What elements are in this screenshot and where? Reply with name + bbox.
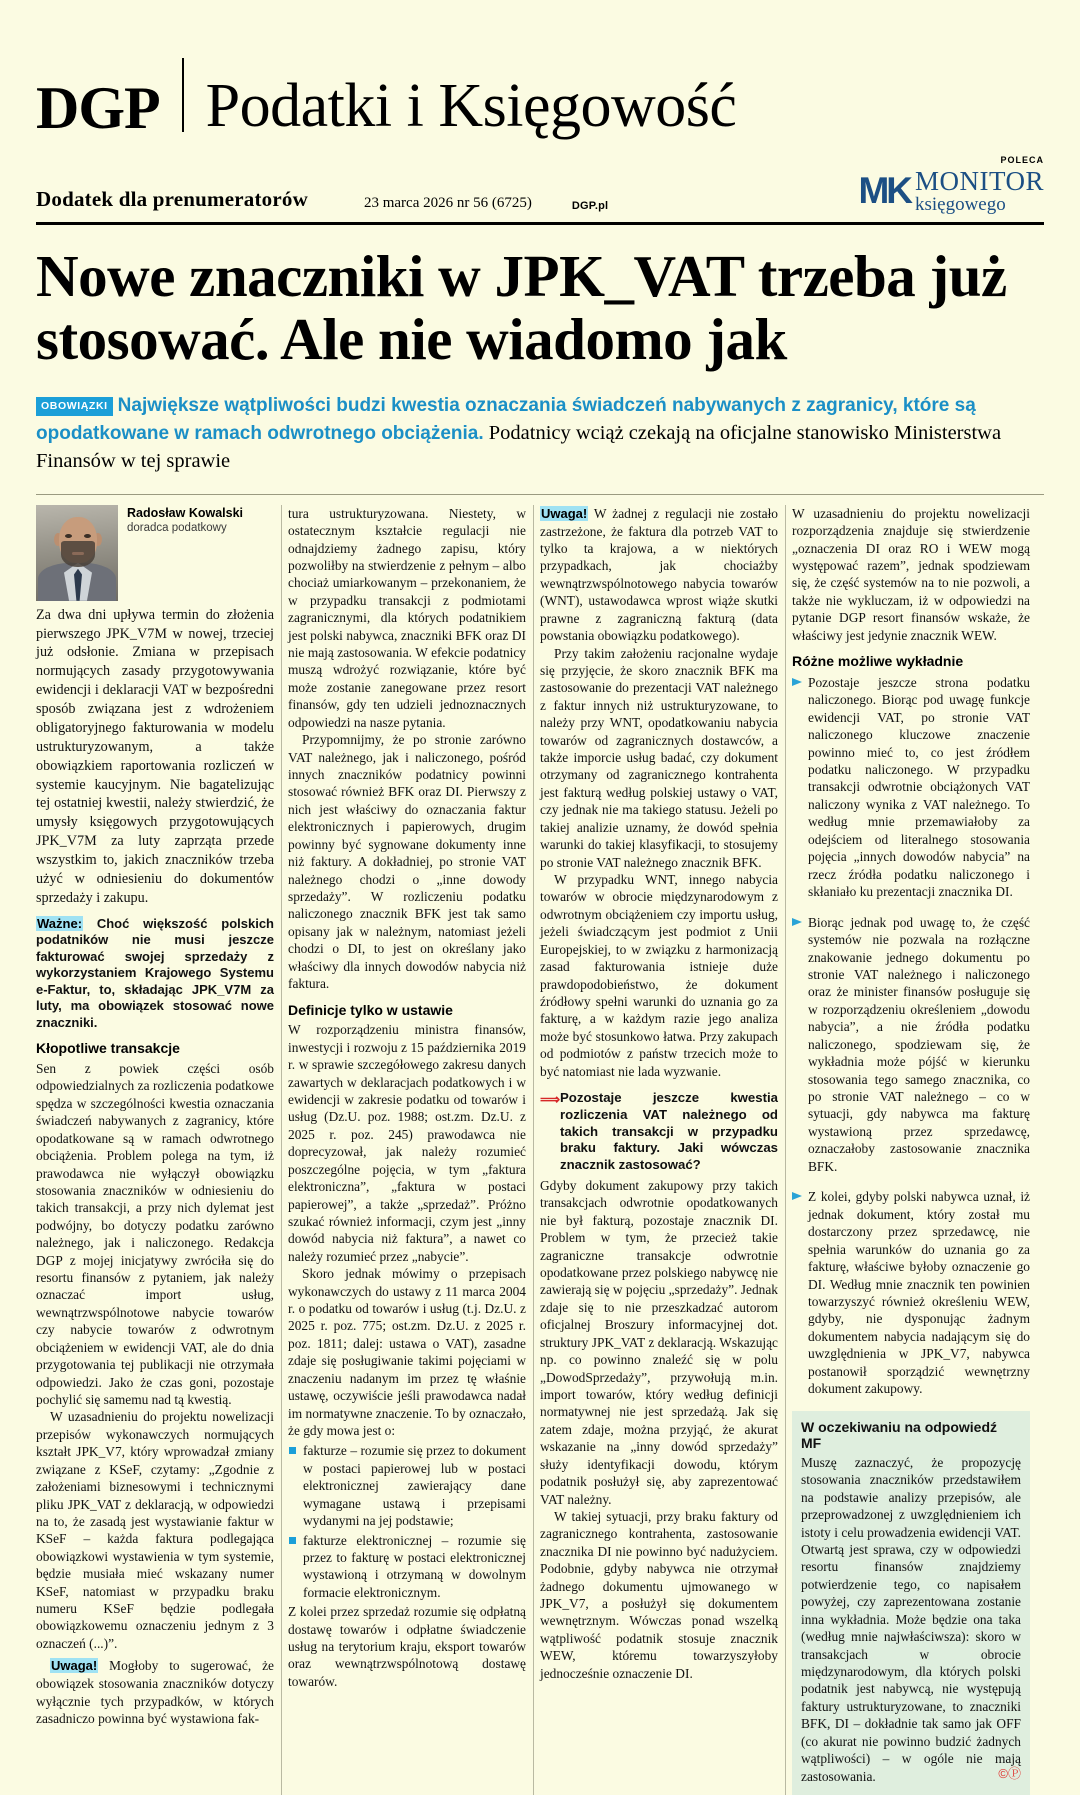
triangle-item: [792, 674, 1030, 900]
column-1: [36, 505, 274, 1795]
wazne-label: Ważne:: [37, 915, 83, 931]
uwaga-note: [540, 505, 778, 645]
column-divider: [281, 505, 282, 1795]
triangle-item: [792, 914, 1030, 1175]
section-heading: Kłopotliwe transakcje: [36, 1040, 180, 1057]
question-callout: [540, 1090, 778, 1174]
arrow-right-icon: ⟹: [540, 1091, 561, 1108]
paragraph: Przypomnijmy, że po stronie zarówno VAT należnego, jak i naliczonego, pośród innych znaczników podatnicy powinni stosować również BFK oraz DI. Pierwszy z nich jest właściwy do oznaczania faktur elektronicznych i papierowych, drugim powinny być sygnowane dokumenty inne niż faktury. A dokładniej, po stronie VAT należnego chodzi o „inne dowody sprzedaży”. W rozliczeniu podatku naliczonego znacznik BFK jest tak samo opisany jak w należnym, natomiast jeżeli chodzi o DI, to jest on określany jako właściwy dla innych dowodów nabycia niż faktura.: [288, 732, 526, 992]
triangle-bullet-icon: [792, 678, 802, 686]
paragraph: W uzasadnieniu do projektu nowelizacji przepisów wykonawczych normujących kształt JPK_V7, który wprowadzał zmiany związane z KSeF, czytamy: „Zgodnie z założeniami biznesowymi i technicznymi pliku JPK_VAT z deklaracją, w odpowiedzi na to, że zasadą jest wystawianie faktur w KSeF – każda faktura podlegająca obowiązkowi wystawienia w tym systemie, będzie musiała mieć wskazany numer KSeF, natomiast w przypadku braku numeru KSeF będzie podlegała obowiązkowemu oznaczeniu jednym z 3 oznaczeń (...)”.: [36, 1409, 274, 1651]
column-4: [792, 505, 1030, 1795]
page-title: Nowe znaczniki w JPK_VAT trzeba już stosować. Ale nie wiadomo jak: [36, 243, 1007, 372]
masthead-subbar: [0, 136, 1080, 215]
author-name: Radosław Kowalski: [127, 505, 244, 520]
paragraph: Skoro jednak mówimy o przepisach wykonawczych do ustawy z 11 marca 2004 r. o podatku od towarów i usług (t.j. Dz.U. z 2025 r. poz. 775; ost.zm. Dz.U. z 2025 r. poz. 1811; dalej: ustawa o VAT), zasadne zdaje się posługiwanie takimi pojęciami w znaczeniu nadanym im przez tę właśnie ustawę, oczywiście jeśli prawodawca nadał im normatywne znaczenie. To by oznaczało, że gdy mowa jest o:: [288, 1266, 526, 1438]
paragraph: Z kolei przez sprzedaż rozumie się odpłatną dostawę towarów i odpłatne świadczenie usług na terytorium kraju, eksport towarów oraz wewnątrzwspólnotową dostawę towarów.: [288, 1604, 526, 1689]
masthead: [0, 0, 1080, 141]
triangle-bullet-icon: [792, 1192, 802, 1200]
callout-box: [792, 1411, 1030, 1795]
category-badge: OBOWIĄZKI: [36, 397, 113, 416]
triangle-text: Z kolei, gdyby polski nabywca uznał, iż jednak dokument, który został mu dostarczony przez sprzedawcę, nie spełnia warunków do uznania go za fakturę, właściwe byłoby oznaczenie go DI. Według mnie znacznik ten powinien towarzyszyć również określeniu WEW, gdyby, nie dysponując żadnym dokumentem nabycia nadającym się do uwzględnienia w JPK_V7, nabywca postanowił sporządzić wewnętrzny dokument zakupowy.: [808, 1189, 1030, 1397]
callout-body: Muszę zaznaczyć, że propozycję stosowania znaczników przedstawiłem na podstawie analizy przepisów, ale przeprowadzonej z uwzględnieniem ich istoty i celu prowadzenia ewidencji VAT. Otwartą jest sprawa, czy w odpowiedzi resortu finansów znajdziemy potwierdzenie tego, co napisałem powyżej, czy zaprezentowana zostanie inna wykładnia. Może będzie ona taka (według mnie najwłaściwsza): skoro w transakcjach w obrocie międzynarodowym, dla których polski podatnik jest nabywcą, nie występują faktury ustrukturyzowane, to znaczniki BFK, DI – dokładnie tak samo jak OFF (co akurat nie powinno budzić żadnych wątpliwości) – w ogóle nie mają zastosowania.: [801, 1454, 1021, 1784]
lead-highlight: Największe wątpliwości budzi kwestia oznaczania świadczeń nabywanych z zagranicy, które są opodatkowane w ramach odwrotnego obciążenia.: [36, 395, 976, 444]
important-note: [36, 916, 274, 1032]
site-url: DGP.pl: [571, 200, 609, 212]
masthead-divider: [182, 58, 184, 132]
section-title: Podatki i Księgowość: [205, 72, 737, 141]
question-text: Pozostaje jeszcze kwestia rozliczenia VAT należnego od takich transakcji w przypadku braku faktury. Jaki wówczas znacznik zastosować?: [560, 1090, 778, 1173]
lead-rest: Podatnicy wciąż czekają na oficjalne stanowisko Ministerstwa Finansów w tej sprawie: [36, 421, 1002, 472]
brand-logo: DGP: [36, 74, 160, 141]
author-role: doradca podatkowy: [127, 522, 227, 535]
column-3: [540, 505, 778, 1795]
masthead-rule: [36, 222, 1044, 225]
promo-label: POLECA: [1000, 155, 1044, 165]
uwaga-note: [36, 1657, 274, 1727]
triangle-item: [792, 1188, 1030, 1397]
issue-date: 23 marca 2026 nr 56 (6725): [363, 195, 532, 211]
uwaga-text: W żadnej z regulacji nie zostało zastrzeżone, że faktura dla potrzeb VAT to tylko ta krajowa, a w niektórych przypadkach, jak chociażby wewnątrzwspólnotowego nabycia towarów (WNT), ustawodawca wprost wiąże skutki prawne z zagraniczną fakturą (data powstania obowiązku podatkowego).: [540, 505, 778, 644]
section-heading: Definicje tylko w ustawie: [288, 1001, 453, 1018]
callout-text: [801, 1454, 1021, 1785]
copyright-icon: ©Ⓟ: [998, 1765, 1021, 1781]
triangle-text: Pozostaje jeszcze strona podatku naliczonego. Biorąc pod uwagę funkcje ewidencji VAT, po stronie VAT naliczonego kluczowe znaczenie powinno mieć to, co jest źródłem podatku naliczonego. W przypadku transakcji odwrotnie obciążonych VAT naliczony wynika z VAT należnego. To według mnie przemawiałoby za odejściem od literalnego stosowania pojęcia „innych dowodów nabycia” na rzecz źródła podatku naliczonego i skłaniało ku prezentacji znacznika DI.: [808, 674, 1030, 899]
uwaga-label: Uwaga!: [51, 1658, 98, 1674]
column-divider: [533, 505, 534, 1795]
triangle-bullet-icon: [792, 918, 802, 926]
promo-logo: [858, 155, 1044, 214]
paragraph: Gdyby dokument zakupowy przy takich transakcjach odwrotnie opodatkowanych nie był fakturą, pozostaje znacznik DI. Problem w tym, że przecież takie zagraniczne transakcje odwrotnie opodatkowane przez polskiego nabywcę nie zawierają się w pojęciu „sprzedaży”. Jednak zdaje się to nie przeszkadzać autorom oficjalnej Broszury informacyjnej dot. struktury JPK_VAT z deklaracją. Wskazując np. co powinno znaleźć się w polu „DowodSprzedaży”, przywołują m.in. import towarów, który według definicji normatywnej nie jest sprzedażą. Jak się zatem zdaje, można przyjąć, że akurat wskazanie na „inny dowód sprzedaży” służy identyfikacji dowodu, którym podatnik posłużył się, aby zaprezentować VAT należny.: [540, 1177, 778, 1507]
triangle-text: Biorąc jednak pod uwagę to, że część systemów nie pozwala na rozłączne znakowanie jednego dokumentu po stronie VAT należnego i naliczonego oraz że minister finansów posługuje się w rozporządzeniu określeniem „dowodu nabycia”, a nie źródła podatku naliczonego, spodziewam się, że wykładnia może pójść w kierunku stosowania tego samego znacznika, co po stronie VAT należnego – co w sytuacji, gdy nabywca ma fakturę wystawioną przez sprzedawcę, oznaczałoby zastosowanie znacznika BFK.: [808, 914, 1030, 1174]
uwaga-label: Uwaga!: [541, 505, 588, 521]
paragraph: W takiej sytuacji, przy braku faktury od zagranicznego kontrahenta, zastosowanie znacznika DI nie powinno być nadużyciem. Podobnie, gdyby nabywca nie otrzymał żadnego dokumentu ujmowanego w JPK_V7, a posłużył się dokumentem wewnętrznym. Wówczas ponad wszelką wątpliwość podatnik stosuje znacznik WEW, któremu towarzyszyłoby jednocześnie oznaczenie DI.: [540, 1508, 778, 1681]
supplement-label: Dodatek dla prenumeratorów: [36, 187, 308, 211]
lead-rule: [36, 494, 1044, 495]
list-item: fakturze elektronicznej – rozumie się przez to fakturę w postaci elektronicznej wystawioną i otrzymaną w dowolnym formacie elektronicznym.: [288, 1532, 526, 1602]
list-item: fakturze – rozumie się przez to dokument w postaci papierowej lub w postaci elektronicznej zawierający dane wymagane ustawą i przepisami wydanymi na jej podstawie;: [288, 1442, 526, 1529]
article-columns: [36, 505, 1044, 1795]
promo-name: MONITOR: [914, 166, 1044, 196]
byline: [36, 505, 274, 601]
author-photo: [36, 505, 118, 601]
paragraph: tura ustrukturyzowana. Niestety, w ostatecznym kształcie regulacji nie odnajdziemy żadnego zapisu, który pozwoliłby na stwierdzenie z pełnym – albo chociaż umiarkowanym – przekonaniem, że w przypadku transakcji z podmiotami zagranicznymi, dla których podatnikiem jest polski nabywca, znaczniki BFK oraz DI nie mają zastosowania. W efekcie podatnicy muszą wdrożyć rozwiązanie, które być może zostanie zanegowane przez resort finansów, gdy ten udzieli jednoznacznych odpowiedzi na nasze pytania.: [288, 505, 526, 730]
paragraph: W uzasadnieniu do projektu nowelizacji rozporządzenia znajduje się stwierdzenie „oznaczenia DI oraz RO i WEW mogą występować razem”, jednak spodziewam się, że część systemów na to nie pozwoli, a także nie wykluczam, iż w odpowiedzi na pytanie DGP resort finansów wskaże, że właściwy jest jedynie znacznik WEW.: [792, 505, 1030, 643]
column-divider: [785, 505, 786, 1795]
uwaga-text: Mogłoby to sugerować, że obowiązek stosowania znaczników dotyczy wyłącznie tych przypadków, w których zasadniczo powinna być wystawiona fak-: [36, 1658, 274, 1727]
promo-subtitle: księgowego: [914, 194, 1006, 215]
callout-title: W oczekiwaniu na odpowiedź MF: [801, 1418, 998, 1451]
paragraph: Za dwa dni upływa termin do złożenia pierwszego JPK_V7M w nowej, trzeciej już odsłonie. Zmiana w przepisach normujących zasady przygotowywania ewidencji i deklaracji VAT w bezpośredni sposób związana jest z wdrożeniem obligatoryjnego fakturowania w modelu ustrukturyzowanym, a także obowiązkiem raportowania rozliczeń w systemie kaucyjnym. Nie bagatelizując tej ostatniej kwestii, należy stwierdzić, że umysły księgowych przygotowujących JPK_V7M za luty zaprząta przede wszystkim to, jakich znaczników trzeba użyć w odniesieniu do dokumentów sprzedaży i zakupu.: [36, 606, 274, 906]
paragraph: Sen z powiek części osób odpowiedzialnych za rozliczenia podatkowe spędza w szczególności kwestia oznaczania świadczeń nabywanych z zagranicy, które opodatkowane są w ramach odwrotnego obciążenia. Problem polega na tym, iż prawodawca nie wyłączył obowiązku stosowania znaczników w odniesieniu do takich transakcji, a przy nich dylemat jest podwójny, bo dotyczy podatku zarówno należnego, jak i naliczonego. Redakcja DGP z mojej inicjatywy zwróciła się do resortu finansów z pytaniem, jak należy oznaczać import usług, wewnątrzwspólnotowe nabycie towarów czy nabycie towarów z odwrotnym obciążeniem w ewidencji VAT, ale do dnia przygotowania tej publikacji nie otrzymała odpowiedzi. Jako że czas goni, pozostaje pochylić się samemu nad tą kwestią.: [36, 1060, 274, 1407]
definition-list: [288, 1442, 526, 1601]
mk-mark-icon: MK: [858, 170, 910, 212]
lead-paragraph: [36, 392, 1044, 476]
paragraph: W rozporządzeniu ministra finansów, inwestycji i rozwoju z 15 października 2019 r. w sprawie szczegółowego zakresu danych zawartych w deklaracjach podatkowych i w ewidencji w zakresie podatku od towarów i usług (Dz.U. poz. 1988; ost.zm. Dz.U. z 2025 r. poz. 245) prawodawca nie doprecyzował, jak należy rozumieć poszczególne pojęcia, w tym „faktura elektroniczna”, „faktura w postaci papierowej”, a także „sprzedaż”. Próżno szukać również informacji, czym jest „inny dowód nabycia niż faktura”, a nawet co należy rozumieć przez „nabycie”.: [288, 1022, 526, 1264]
paragraph: W przypadku WNT, innego nabycia towarów w obrocie międzynarodowym z odwrotnym obciążeniem czy importu usług, jeżeli świadczącym jest podmiot z Unii Europejskiej, to w związku z harmonizacją zasad fakturowania istnieje duże prawdopodobieństwo, że dokument źródłowy spełni warunki do uznania go za fakturę, a w każdym razie jego analiza może być stosunkowo łatwa. Przy zakupach od podmiotów z państw trzecich może to być natomiast nie lada wyzwanie.: [540, 872, 778, 1079]
wazne-text: Choć większość polskich podatników nie musi jeszcze fakturować swojej sprzedaży z wykorzystaniem Krajowego Systemu e-Faktur, to, składając JPK_V7M za luty, ma obowiązek stosować nowe znaczniki.: [36, 915, 274, 1030]
paragraph: Przy takim założeniu racjonalne wydaje się przyjęcie, że skoro znacznik BFK ma zastosowanie do prezentacji VAT należnego z faktur innych niż ustrukturyzowane, to należy przy WNT, opodatkowaniu nabycia towarów od zagranicznych dostawców, a także imporcie usług badać, czy dokument otrzymany od zagranicznego kontrahenta jest fakturą według polskiej ustawy o VAT, czy jednak nie ma takiego statusu. Jeżeli po takiej analizie uznamy, że dowód spełnia warunki do takiej klasyfikacji, to stosujemy po stronie VAT należnego znacznik BFK.: [540, 645, 778, 870]
section-heading: Różne możliwe wykładnie: [792, 653, 964, 670]
column-2: [288, 505, 526, 1795]
